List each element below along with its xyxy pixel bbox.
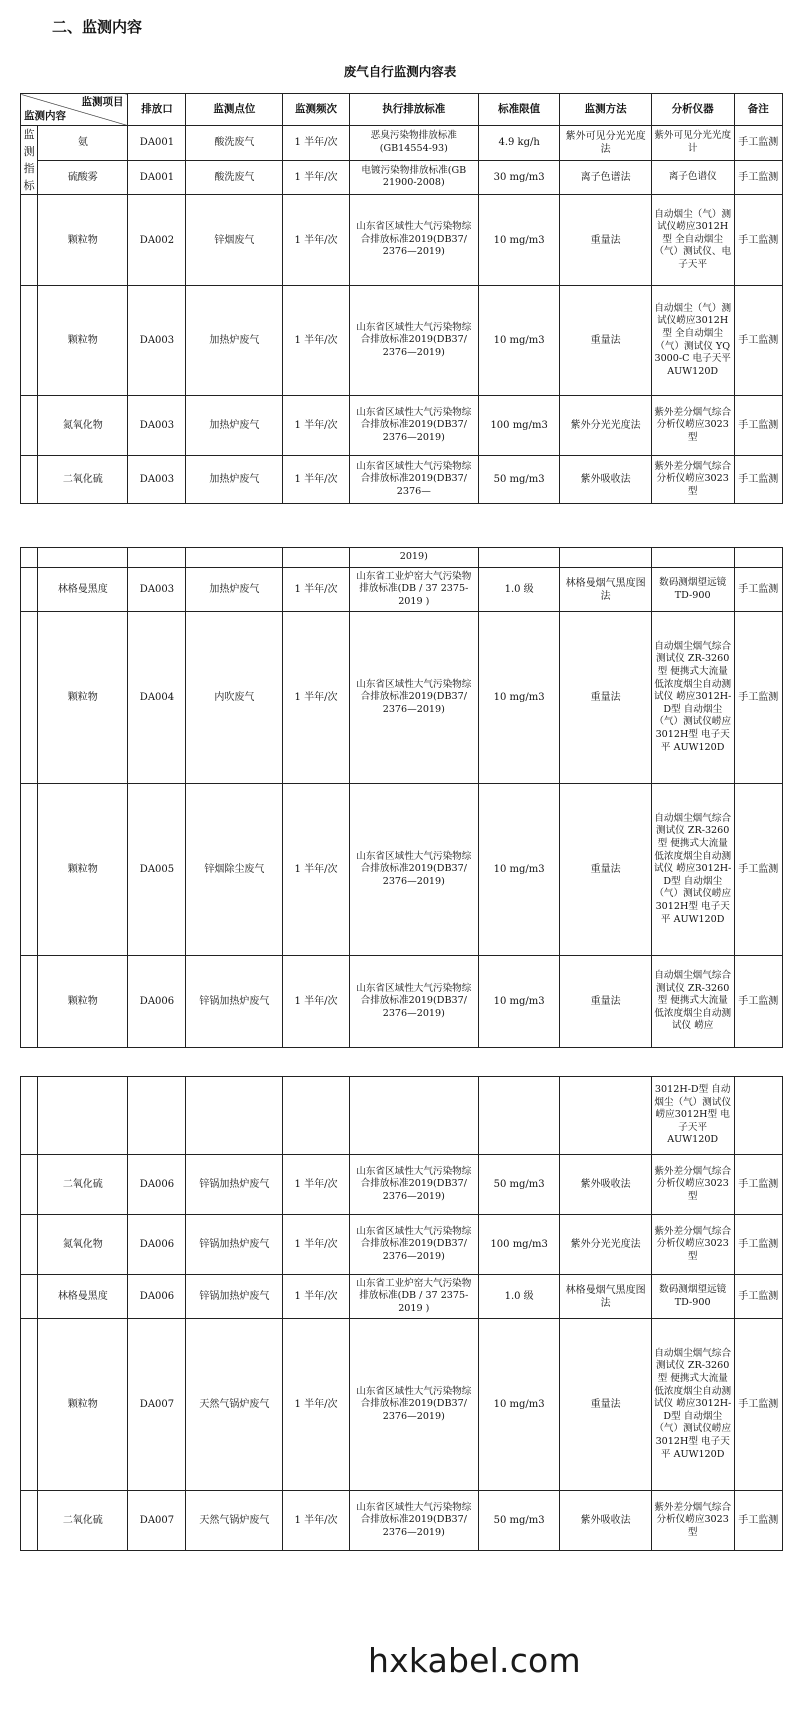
method-cell: 紫外分光光度法 (560, 396, 651, 456)
note-cell: 手工监测 (734, 1491, 782, 1551)
table-row (21, 1491, 783, 1551)
note-cell: 手工监测 (734, 784, 782, 956)
point-cell: 加热炉废气 (186, 568, 283, 612)
header-standard: 执行排放标准 (349, 94, 478, 126)
method-cell: 林格曼烟气黑度图法 (560, 568, 651, 612)
outlet-cell: DA006 (128, 1155, 186, 1215)
limit-cell: 50 mg/m3 (478, 1155, 560, 1215)
limit-cell: 10 mg/m3 (478, 784, 560, 956)
outlet-cell: DA003 (128, 456, 186, 504)
frequency-cell: 1 半年/次 (283, 1319, 350, 1491)
frequency-cell: 1 半年/次 (283, 612, 350, 784)
method-cell: 重量法 (560, 784, 651, 956)
table-row (21, 1155, 783, 1215)
frequency-cell: 1 半年/次 (283, 568, 350, 612)
item-cell: 氨 (38, 126, 128, 161)
frequency-cell: 1 半年/次 (283, 126, 350, 161)
instrument-cell: 数码测烟望远镜 TD-900 (651, 568, 734, 612)
item-cell: 颗粒物 (38, 286, 128, 396)
method-cell: 紫外可见分光光度法 (560, 126, 651, 161)
note-cell: 手工监测 (734, 1215, 782, 1275)
limit-cell: 50 mg/m3 (478, 456, 560, 504)
limit-cell: 1.0 级 (478, 1275, 560, 1319)
point-cell: 酸洗废气 (186, 160, 283, 195)
point-cell: 加热炉废气 (186, 286, 283, 396)
point-cell: 内吹废气 (186, 612, 283, 784)
outlet-cell: DA006 (128, 1275, 186, 1319)
instrument-cell: 自动烟尘烟气综合测试仪 ZR-3260型 便携式大流量低浓度烟尘自动测试仪 崂应 (651, 956, 734, 1048)
method-cell: 重量法 (560, 195, 651, 286)
note-cell: 手工监测 (734, 956, 782, 1048)
item-cell: 二氧化硫 (38, 1155, 128, 1215)
method-cell: 离子色谱法 (560, 160, 651, 195)
standard-cell: 山东省区域性大气污染物综合排放标准2019(DB37/ 2376—2019) (349, 1215, 478, 1275)
point-cell: 锌锅加热炉废气 (186, 956, 283, 1048)
item-cell: 颗粒物 (38, 956, 128, 1048)
method-cell: 林格曼烟气黑度图法 (560, 1275, 651, 1319)
frequency-cell: 1 半年/次 (283, 456, 350, 504)
header-method: 监测方法 (560, 94, 651, 126)
note-cell: 手工监测 (734, 396, 782, 456)
header-instrument: 分析仪器 (651, 94, 734, 126)
method-cell: 重量法 (560, 1319, 651, 1491)
header-point: 监测点位 (186, 94, 283, 126)
note-cell: 手工监测 (734, 1319, 782, 1491)
standard-cell: 山东省工业炉窑大气污染物排放标准(DB / 37 2375-2019 ) (349, 568, 478, 612)
item-cell: 林格曼黑度 (38, 568, 128, 612)
item-cell: 氮氧化物 (38, 396, 128, 456)
point-cell: 锌锅加热炉废气 (186, 1215, 283, 1275)
note-cell: 手工监测 (734, 286, 782, 396)
standard-cell: 山东省区域性大气污染物综合排放标准2019(DB37/ 2376—2019) (349, 956, 478, 1048)
point-cell: 天然气锅炉废气 (186, 1319, 283, 1491)
outlet-cell: DA003 (128, 396, 186, 456)
table-title: 废气自行监测内容表 (343, 64, 457, 79)
method-cell: 重量法 (560, 956, 651, 1048)
instrument-cell: 紫外差分烟气综合分析仪崂应3023型 (651, 1155, 734, 1215)
group-label: 监测指标 (21, 126, 38, 195)
table-row (21, 612, 783, 784)
frequency-cell: 1 半年/次 (283, 286, 350, 396)
standard-cell: 2019) (349, 548, 478, 568)
table-row (21, 568, 783, 612)
outlet-cell: DA003 (128, 568, 186, 612)
header-limit: 标准限值 (478, 94, 560, 126)
table-row (21, 1077, 783, 1155)
table-row (21, 956, 783, 1048)
standard-cell: 山东省区域性大气污染物综合排放标准2019(DB37/ 2376—2019) (349, 612, 478, 784)
limit-cell: 10 mg/m3 (478, 195, 560, 286)
outlet-cell: DA003 (128, 286, 186, 396)
item-cell: 颗粒物 (38, 1319, 128, 1491)
method-cell: 紫外吸收法 (560, 1155, 651, 1215)
point-cell: 锌烟除尘废气 (186, 784, 283, 956)
header-outlet: 排放口 (128, 94, 186, 126)
table-row (21, 126, 783, 161)
table-row (21, 195, 783, 286)
standard-cell: 电镀污染物排放标准(GB 21900-2008) (349, 160, 478, 195)
site-watermark: hxkabel.com (368, 1641, 581, 1680)
frequency-cell: 1 半年/次 (283, 784, 350, 956)
item-cell: 林格曼黑度 (38, 1275, 128, 1319)
instrument-cell: 自动烟尘烟气综合测试仪 ZR-3260型 便携式大流量低浓度烟尘自动测试仪 崂应3012H-D型 自动烟尘（气）测试仪崂应3012H型 电子天平 AUW120D (651, 784, 734, 956)
table-row (21, 160, 783, 195)
instrument-cell: 紫外差分烟气综合分析仪崂应3023型 (651, 456, 734, 504)
outlet-cell: DA007 (128, 1491, 186, 1551)
frequency-cell: 1 半年/次 (283, 956, 350, 1048)
section-heading: 二、监测内容 (52, 18, 143, 36)
instrument-cell: 3012H-D型 自动烟尘（气）测试仪崂应3012H型 电子天平 AUW120D (651, 1077, 734, 1155)
note-cell: 手工监测 (734, 195, 782, 286)
limit-cell: 10 mg/m3 (478, 612, 560, 784)
item-cell: 二氧化硫 (38, 456, 128, 504)
monitoring-table-part-1 (20, 93, 783, 504)
note-cell: 手工监测 (734, 612, 782, 784)
item-cell: 二氧化硫 (38, 1491, 128, 1551)
point-cell: 锌烟废气 (186, 195, 283, 286)
instrument-cell: 紫外差分烟气综合分析仪崂应3023型 (651, 1215, 734, 1275)
method-cell: 紫外分光光度法 (560, 1215, 651, 1275)
standard-cell: 山东省区域性大气污染物综合排放标准2019(DB37/ 2376—2019) (349, 784, 478, 956)
note-cell: 手工监测 (734, 1155, 782, 1215)
standard-cell: 山东省区域性大气污染物综合排放标准2019(DB37/ 2376—2019) (349, 1491, 478, 1551)
header-item-label: 监测项目 (81, 96, 124, 108)
outlet-cell: DA001 (128, 126, 186, 161)
outlet-cell: DA002 (128, 195, 186, 286)
limit-cell: 10 mg/m3 (478, 286, 560, 396)
method-cell: 紫外吸收法 (560, 1491, 651, 1551)
table-row (21, 396, 783, 456)
note-cell: 手工监测 (734, 1275, 782, 1319)
limit-cell: 30 mg/m3 (478, 160, 560, 195)
note-cell: 手工监测 (734, 568, 782, 612)
outlet-cell: DA001 (128, 160, 186, 195)
header-content-label: 监测内容 (24, 110, 66, 122)
limit-cell: 10 mg/m3 (478, 1319, 560, 1491)
point-cell: 天然气锅炉废气 (186, 1491, 283, 1551)
limit-cell: 100 mg/m3 (478, 1215, 560, 1275)
table-row (21, 1215, 783, 1275)
note-cell: 手工监测 (734, 160, 782, 195)
monitoring-table-part-3 (20, 1076, 783, 1551)
instrument-cell: 紫外差分烟气综合分析仪崂应3023型 (651, 396, 734, 456)
item-cell: 颗粒物 (38, 612, 128, 784)
instrument-cell: 离子色谱仪 (651, 160, 734, 195)
instrument-cell: 自动烟尘（气）测试仪崂应3012H型 全自动烟尘（气）测试仪、电子天平 (651, 195, 734, 286)
point-cell: 锌锅加热炉废气 (186, 1155, 283, 1215)
point-cell: 酸洗废气 (186, 126, 283, 161)
limit-cell: 4.9 kg/h (478, 126, 560, 161)
table-row (21, 784, 783, 956)
frequency-cell: 1 半年/次 (283, 1275, 350, 1319)
limit-cell: 50 mg/m3 (478, 1491, 560, 1551)
note-cell: 手工监测 (734, 456, 782, 504)
instrument-cell: 紫外可见分光光度计 (651, 126, 734, 161)
frequency-cell: 1 半年/次 (283, 396, 350, 456)
point-cell: 加热炉废气 (186, 396, 283, 456)
standard-cell: 山东省区域性大气污染物综合排放标准2019(DB37/ 2376— (349, 456, 478, 504)
item-cell: 氮氧化物 (38, 1215, 128, 1275)
frequency-cell: 1 半年/次 (283, 1491, 350, 1551)
outlet-cell: DA006 (128, 1215, 186, 1275)
header-frequency: 监测频次 (283, 94, 350, 126)
item-cell: 颗粒物 (38, 195, 128, 286)
instrument-cell: 紫外差分烟气综合分析仪崂应3023型 (651, 1491, 734, 1551)
monitoring-table-part-2 (20, 547, 783, 1048)
method-cell: 紫外吸收法 (560, 456, 651, 504)
frequency-cell: 1 半年/次 (283, 160, 350, 195)
limit-cell: 10 mg/m3 (478, 956, 560, 1048)
instrument-cell: 自动烟尘（气）测试仪崂应3012H型 全自动烟尘（气）测试仪 YQ 3000-C 电子天平 AUW120D (651, 286, 734, 396)
limit-cell: 100 mg/m3 (478, 396, 560, 456)
outlet-cell: DA004 (128, 612, 186, 784)
header-item-diagonal (21, 94, 128, 126)
table-row (21, 286, 783, 396)
point-cell: 锌锅加热炉废气 (186, 1275, 283, 1319)
frequency-cell: 1 半年/次 (283, 195, 350, 286)
standard-cell: 山东省工业炉窑大气污染物排放标准(DB / 37 2375-2019 ) (349, 1275, 478, 1319)
standard-cell: 山东省区域性大气污染物综合排放标准2019(DB37/ 2376—2019) (349, 1319, 478, 1491)
method-cell: 重量法 (560, 286, 651, 396)
outlet-cell: DA007 (128, 1319, 186, 1491)
standard-cell: 山东省区域性大气污染物综合排放标准2019(DB37/ 2376—2019) (349, 286, 478, 396)
header-note: 备注 (734, 94, 782, 126)
outlet-cell: DA005 (128, 784, 186, 956)
standard-cell: 山东省区域性大气污染物综合排放标准2019(DB37/ 2376—2019) (349, 396, 478, 456)
standard-cell: 恶臭污染物排放标准(GB14554-93) (349, 126, 478, 161)
outlet-cell: DA006 (128, 956, 186, 1048)
table-row (21, 548, 783, 568)
frequency-cell: 1 半年/次 (283, 1155, 350, 1215)
instrument-cell: 自动烟尘烟气综合测试仪 ZR-3260型 便携式大流量低浓度烟尘自动测试仪 崂应3012H-D型 自动烟尘（气）测试仪崂应3012H型 电子天平 AUW120D (651, 612, 734, 784)
limit-cell: 1.0 级 (478, 568, 560, 612)
frequency-cell: 1 半年/次 (283, 1215, 350, 1275)
table-row (21, 1275, 783, 1319)
point-cell: 加热炉废气 (186, 456, 283, 504)
note-cell: 手工监测 (734, 126, 782, 161)
instrument-cell: 数码测烟望远镜 TD-900 (651, 1275, 734, 1319)
table-row (21, 456, 783, 504)
method-cell: 重量法 (560, 612, 651, 784)
item-cell: 硫酸雾 (38, 160, 128, 195)
table-row (21, 1319, 783, 1491)
instrument-cell: 自动烟尘烟气综合测试仪 ZR-3260型 便携式大流量低浓度烟尘自动测试仪 崂应3012H-D型 自动烟尘（气）测试仪崂应3012H型 电子天平 AUW120D (651, 1319, 734, 1491)
item-cell: 颗粒物 (38, 784, 128, 956)
standard-cell: 山东省区域性大气污染物综合排放标准2019(DB37/ 2376—2019) (349, 195, 478, 286)
standard-cell: 山东省区域性大气污染物综合排放标准2019(DB37/ 2376—2019) (349, 1155, 478, 1215)
